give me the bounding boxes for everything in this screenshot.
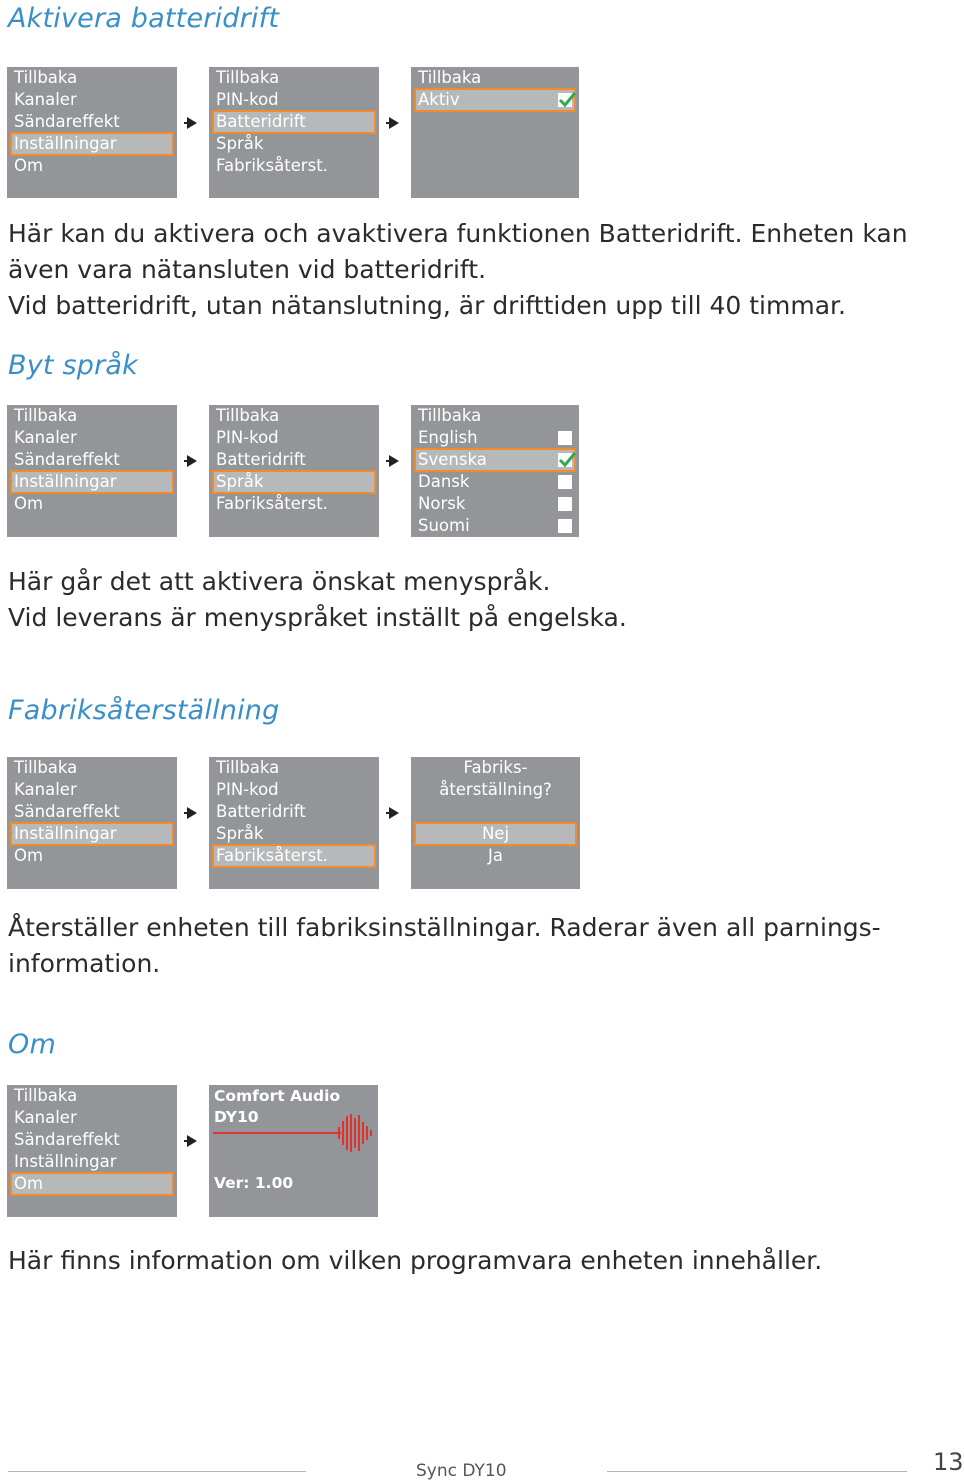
footer-divider bbox=[8, 1471, 306, 1472]
menu-item-selected: Inställningar bbox=[12, 134, 172, 154]
menu-item-selected: Inställningar bbox=[12, 472, 172, 492]
menu-item: Inställningar bbox=[14, 1152, 117, 1171]
arrow-right-icon bbox=[389, 455, 399, 467]
confirm-prompt-line: Fabriks- bbox=[463, 758, 528, 777]
text-line: Återställer enheten till fabriksinställningar. Raderar även all parnings- bbox=[8, 913, 881, 942]
footer-title: Sync DY10 bbox=[416, 1461, 507, 1481]
arrow-right-icon bbox=[187, 117, 197, 129]
menu-item bbox=[416, 494, 574, 514]
menu-item-selected: Batteridrift bbox=[214, 112, 374, 132]
text-line: Här går det att aktivera önskat menyspråk. bbox=[8, 567, 551, 596]
menu-item: Sändareffekt bbox=[14, 1130, 120, 1149]
page-number: 13 bbox=[933, 1448, 964, 1476]
menu-item: Sändareffekt bbox=[14, 112, 120, 131]
menu-item: Tillbaka bbox=[14, 758, 78, 777]
menu-item-selected: Nej bbox=[416, 824, 575, 844]
confirm-prompt-line: återställning? bbox=[439, 780, 552, 799]
checkbox-empty-icon bbox=[558, 431, 572, 445]
arrow-right-icon bbox=[389, 807, 399, 819]
text-line: Vid batteridrift, utan nätanslutning, är drifttiden upp till 40 timmar. bbox=[8, 291, 846, 320]
menu-item-selected: Om bbox=[12, 1174, 172, 1194]
menu-item: Ja bbox=[488, 846, 503, 865]
menu-screen-main bbox=[7, 67, 177, 198]
checkbox-checked-icon bbox=[558, 93, 572, 107]
checkbox-checked-icon bbox=[558, 453, 572, 467]
menu-item: Sändareffekt bbox=[14, 450, 120, 469]
text-line: Här kan du aktivera och avaktivera funktionen Batteridrift. Enheten kan bbox=[8, 219, 908, 248]
text-line: Här finns information om vilken programvara enheten innehåller. bbox=[8, 1246, 823, 1275]
menu-item bbox=[416, 472, 574, 492]
menu-item: Fabriksåterst. bbox=[216, 156, 328, 175]
checkbox-empty-icon bbox=[558, 475, 572, 489]
menu-item: Tillbaka bbox=[14, 1086, 78, 1105]
menu-screen-settings bbox=[209, 757, 379, 889]
menu-item bbox=[416, 516, 574, 536]
arrow-right-icon bbox=[187, 1135, 197, 1147]
menu-item-selected: Fabriksåterst. bbox=[214, 846, 374, 866]
brand-name: Comfort Audio bbox=[214, 1087, 341, 1105]
heading-battery: Aktivera batteridrift bbox=[8, 3, 280, 34]
menu-item: Tillbaka bbox=[216, 68, 280, 87]
menu-item-label: English bbox=[418, 428, 478, 447]
paragraph-battery bbox=[8, 216, 953, 324]
menu-item: Språk bbox=[216, 824, 264, 843]
version-label: Ver: 1.00 bbox=[214, 1174, 294, 1192]
arrow-right-icon bbox=[187, 807, 197, 819]
menu-item: Kanaler bbox=[14, 780, 77, 799]
menu-item: Om bbox=[14, 846, 44, 865]
menu-item: PIN-kod bbox=[216, 90, 279, 109]
checkbox-empty-icon bbox=[558, 519, 572, 533]
text-line: Vid leverans är menyspråket inställt på engelska. bbox=[8, 603, 627, 632]
model-name: DY10 bbox=[214, 1108, 259, 1126]
menu-item: Tillbaka bbox=[14, 68, 78, 87]
menu-item: PIN-kod bbox=[216, 428, 279, 447]
menu-item: PIN-kod bbox=[216, 780, 279, 799]
menu-screen-main bbox=[7, 1085, 177, 1217]
arrow-right-icon bbox=[389, 117, 399, 129]
menu-item: Tillbaka bbox=[418, 68, 482, 87]
menu-screen-settings bbox=[209, 67, 379, 198]
text-line: även vara nätansluten vid batteridrift. bbox=[8, 255, 487, 284]
paragraph-language bbox=[8, 564, 953, 636]
menu-item-selected bbox=[416, 450, 574, 470]
menu-item: Kanaler bbox=[14, 428, 77, 447]
menu-item: Tillbaka bbox=[216, 406, 280, 425]
menu-item: Kanaler bbox=[14, 1108, 77, 1127]
menu-item: Batteridrift bbox=[216, 450, 306, 469]
menu-item: Om bbox=[14, 494, 44, 513]
menu-item: Fabriksåterst. bbox=[216, 494, 328, 513]
menu-screen-settings bbox=[209, 405, 379, 537]
heading-language: Byt språk bbox=[8, 350, 138, 381]
menu-screen-language bbox=[411, 405, 579, 537]
checkbox-empty-icon bbox=[558, 497, 572, 511]
waveform-logo-icon bbox=[213, 1113, 375, 1153]
menu-item-selected: Språk bbox=[214, 472, 374, 492]
menu-item-selected bbox=[416, 90, 574, 110]
menu-item: Sändareffekt bbox=[14, 802, 120, 821]
menu-item-label: Aktiv bbox=[418, 90, 460, 109]
arrow-right-icon bbox=[187, 455, 197, 467]
about-screen bbox=[209, 1085, 378, 1217]
text-line: information. bbox=[8, 949, 161, 978]
heading-about: Om bbox=[8, 1029, 56, 1060]
menu-item: Språk bbox=[216, 134, 264, 153]
footer-divider bbox=[607, 1471, 907, 1472]
menu-item bbox=[416, 428, 574, 448]
heading-factory-reset: Fabriksåterställning bbox=[8, 695, 280, 726]
menu-item: Batteridrift bbox=[216, 802, 306, 821]
menu-item-label: Svenska bbox=[418, 450, 487, 469]
menu-item: Om bbox=[14, 156, 44, 175]
menu-screen-battery bbox=[411, 67, 579, 198]
paragraph-factory-reset bbox=[8, 910, 953, 982]
paragraph-about bbox=[8, 1243, 953, 1279]
menu-screen-main bbox=[7, 405, 177, 537]
menu-item: Tillbaka bbox=[14, 406, 78, 425]
menu-item-selected: Inställningar bbox=[12, 824, 172, 844]
menu-item: Tillbaka bbox=[216, 758, 280, 777]
menu-screen-factory-confirm bbox=[411, 757, 580, 889]
menu-item-label: Suomi bbox=[418, 516, 470, 535]
menu-item-label: Dansk bbox=[418, 472, 470, 491]
menu-screen-main bbox=[7, 757, 177, 889]
menu-item-label: Norsk bbox=[418, 494, 466, 513]
menu-item: Kanaler bbox=[14, 90, 77, 109]
menu-item: Tillbaka bbox=[418, 406, 482, 425]
